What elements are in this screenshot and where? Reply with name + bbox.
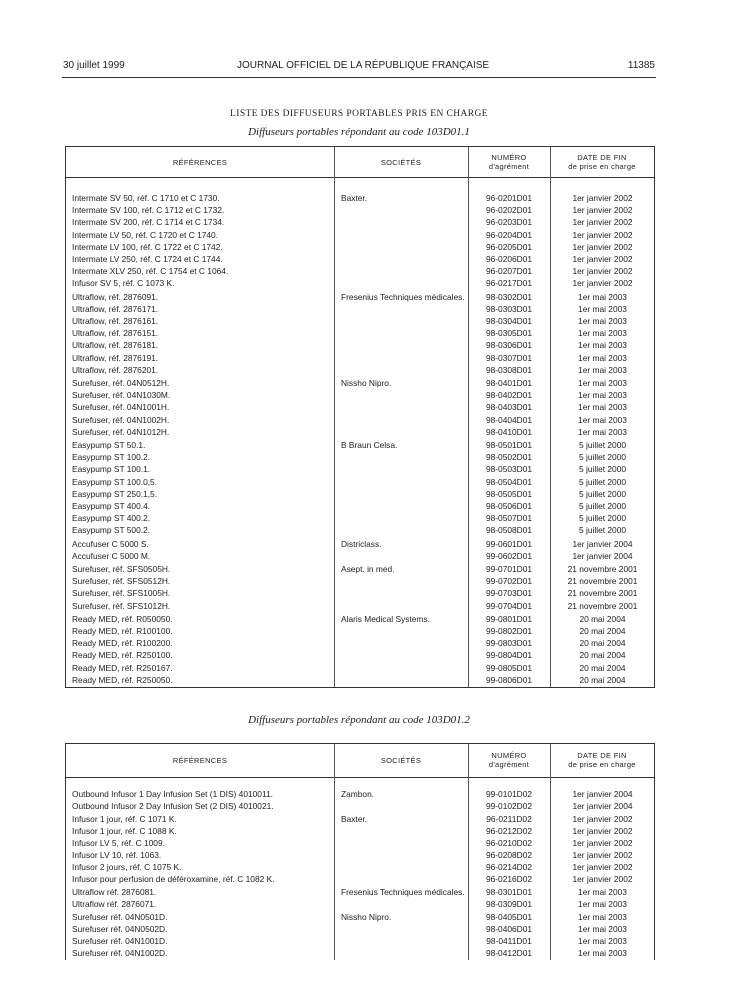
cell-reference: Ready MED, réf. R250050.: [72, 674, 173, 685]
cell-date: 1er mai 2003: [578, 887, 627, 897]
col-header-numero: [468, 153, 550, 171]
cell-date: 20 mai 2004: [579, 650, 626, 661]
cell-date: 1er mai 2003: [578, 948, 627, 958]
table-row: [66, 377, 654, 389]
cell-date: 1er mai 2003: [578, 924, 627, 934]
table-row: [66, 315, 654, 327]
cell-reference: Ultraflow, réf. 2876171.: [72, 303, 159, 314]
cell-reference: Surefuser, réf. 04N1001H.: [72, 402, 170, 413]
cell-numero: 99-0805D01: [485, 662, 533, 673]
cell-numero: 96-0212D02: [485, 826, 533, 836]
cell-date: 1er janvier 2004: [572, 789, 633, 799]
table-row: [66, 291, 654, 303]
col-header-numero: [468, 751, 550, 769]
column-divider: [334, 744, 335, 960]
cell-numero: 98-0403D01: [485, 402, 533, 413]
column-divider: [334, 147, 335, 687]
cell-reference: Infusor pour perfusion de déféroxamine, réf. C 1082 K.: [72, 874, 275, 884]
table-row: [66, 451, 654, 463]
cell-reference: Infusor LV 5, réf. C 1009.: [72, 838, 165, 848]
table-row: [66, 923, 654, 935]
cell-reference: Easypump ST 100.2.: [72, 452, 151, 463]
cell-numero: 99-0601D01: [485, 538, 533, 549]
table-row: [66, 352, 654, 364]
cell-date: 20 mai 2004: [579, 638, 626, 649]
table-row: [66, 364, 654, 376]
cell-numero: 96-0210D02: [485, 838, 533, 848]
cell-numero: 98-0410D01: [485, 426, 533, 437]
table-row: [66, 550, 654, 562]
cell-societe: Baxter.: [341, 814, 368, 824]
cell-date: 21 novembre 2001: [567, 564, 638, 574]
table-row: [66, 886, 654, 898]
cell-date: 20 mai 2004: [579, 674, 626, 685]
table-row: [66, 401, 654, 413]
table-row: [66, 538, 654, 550]
cell-date: 5 juillet 2000: [578, 476, 627, 487]
table-row: [66, 898, 654, 910]
cell-reference: Outbound Infusor 1 Day Infusion Set (1 DIS) 4010011.: [72, 789, 273, 799]
cell-date: 1er janvier 2002: [572, 278, 633, 289]
cell-numero: 99-0101D02: [485, 789, 533, 799]
cell-numero: 96-0214D02: [485, 862, 533, 872]
cell-reference: Infusor SV 5, réf. C 1073 K.: [72, 278, 175, 289]
cell-date: 1er janvier 2002: [572, 229, 633, 240]
col-header-date: [550, 153, 654, 171]
table-row: [66, 837, 654, 849]
cell-date: 1er mai 2003: [578, 936, 627, 946]
table-row: [66, 861, 654, 873]
table-1: [65, 146, 655, 688]
table-row: [66, 625, 654, 637]
cell-numero: 98-0507D01: [485, 513, 533, 524]
cell-numero: 98-0505D01: [485, 488, 533, 499]
cell-date: 1er janvier 2002: [572, 254, 633, 264]
col-header-societes: SOCIÉTÉS: [380, 158, 422, 167]
cell-societe: Zambon.: [341, 789, 375, 799]
cell-reference: Surefuser, réf. SFS0505H.: [72, 564, 171, 574]
cell-numero: 96-0206D01: [485, 254, 533, 264]
col-header-numero-line1: NUMÉRO: [491, 751, 527, 760]
col-header-numero-line2: d'agrément: [488, 162, 530, 171]
cell-reference: Intermate LV 50, réf. C 1720 et C 1740.: [72, 229, 219, 240]
cell-societe: Nissho Nipro.: [341, 378, 392, 388]
cell-reference: Surefuser, réf. 04N0512H.: [72, 378, 170, 388]
cell-numero: 98-0501D01: [485, 440, 533, 450]
cell-reference: Easypump ST 100.1.: [72, 464, 151, 475]
cell-numero: 98-0303D01: [485, 303, 533, 314]
cell-numero: 98-0405D01: [485, 912, 533, 922]
cell-reference: Easypump ST 250.1,5.: [72, 488, 158, 499]
cell-numero: 99-0702D01: [485, 576, 533, 587]
cell-reference: Easypump ST 100.0,5.: [72, 476, 158, 487]
cell-numero: 99-0602D01: [485, 550, 533, 561]
cell-numero: 98-0302D01: [485, 291, 533, 302]
table-row: [66, 216, 654, 228]
cell-reference: Ultraflow, réf. 2876181.: [72, 340, 159, 351]
cell-reference: Ultraflow, réf. 2876191.: [72, 352, 159, 363]
cell-societe: Districlass.: [341, 538, 382, 549]
cell-reference: Surefuser, réf. 04N1002H.: [72, 414, 170, 425]
cell-date: 21 novembre 2001: [567, 576, 638, 587]
cell-reference: Infusor LV 10, réf. 1063.: [72, 850, 162, 860]
cell-numero: 98-0411D01: [486, 936, 532, 946]
cell-reference: Surefuser, réf. 04N1030M.: [72, 390, 171, 401]
cell-reference: Ready MED, réf. R250167.: [72, 662, 173, 673]
cell-numero: 96-0207D01: [485, 266, 533, 277]
table-row: [66, 389, 654, 401]
table-row: [66, 600, 654, 612]
cell-reference: Easypump ST 400.4.: [72, 501, 151, 511]
cell-numero: 99-0806D01: [485, 674, 533, 685]
cell-date: 1er mai 2003: [578, 364, 627, 375]
table-row: [66, 339, 654, 351]
table-row: [66, 575, 654, 587]
cell-reference: Intermate LV 100, réf. C 1722 et C 1742.: [72, 241, 223, 252]
cell-date: 1er mai 2003: [578, 303, 627, 314]
table-row: [66, 649, 654, 661]
table-row: [66, 813, 654, 825]
cell-reference: Intermate LV 250, réf. C 1724 et C 1744.: [72, 254, 223, 264]
table-2-header: [66, 744, 654, 778]
table-row: [66, 613, 654, 625]
cell-numero: 99-0703D01: [485, 588, 533, 599]
cell-date: 5 juillet 2000: [578, 513, 627, 524]
table-row: [66, 463, 654, 475]
cell-numero: 96-0217D01: [485, 278, 533, 289]
cell-numero: 96-0211D02: [486, 814, 532, 824]
table-row: [66, 327, 654, 339]
table-row: [66, 204, 654, 216]
cell-numero: 99-0802D01: [485, 626, 533, 636]
cell-date: 5 juillet 2000: [578, 488, 627, 499]
cell-date: 21 novembre 2001: [567, 588, 638, 599]
table-row: [66, 426, 654, 438]
column-divider: [468, 147, 469, 687]
cell-numero: 98-0508D01: [485, 525, 533, 536]
cell-numero: 96-0208D02: [485, 850, 533, 860]
column-divider: [550, 147, 551, 687]
cell-reference: Outbound Infusor 2 Day Infusion Set (2 DIS) 4010021.: [72, 801, 274, 811]
cell-date: 1er janvier 2002: [572, 838, 633, 848]
table-row: [66, 476, 654, 488]
cell-date: 1er janvier 2002: [572, 850, 633, 860]
cell-societe: Fresenius Techniques médicales.: [341, 887, 465, 897]
table-row: [66, 303, 654, 315]
cell-reference: Infusor 1 jour, réf. C 1071 K.: [72, 814, 177, 824]
cell-numero: 98-0401D01: [485, 378, 533, 388]
cell-reference: Ultraflow, réf. 2876091.: [72, 291, 159, 302]
table-row: [66, 253, 654, 265]
table-row: [66, 192, 654, 204]
cell-numero: 98-0402D01: [485, 390, 533, 401]
table-row: [66, 229, 654, 241]
table-row: [66, 911, 654, 923]
cell-date: 1er janvier 2002: [572, 826, 633, 836]
table-row: [66, 265, 654, 277]
table-row: [66, 674, 654, 686]
cell-date: 1er mai 2003: [578, 316, 627, 326]
column-divider: [550, 744, 551, 960]
cell-date: 20 mai 2004: [579, 626, 626, 636]
cell-reference: Surefuser réf. 04N0501D.: [72, 912, 168, 922]
table-row: [66, 800, 654, 812]
cell-reference: Infusor 2 jours, réf. C 1075 K.: [72, 862, 182, 872]
cell-date: 5 juillet 2000: [578, 501, 627, 511]
cell-reference: Surefuser réf. 04N0502D.: [72, 924, 168, 934]
cell-numero: 96-0205D01: [485, 241, 533, 252]
cell-reference: Surefuser, réf. SFS1012H.: [72, 600, 171, 611]
column-divider: [468, 744, 469, 960]
table-row: [66, 662, 654, 674]
cell-numero: 96-0201D01: [485, 193, 533, 203]
cell-numero: 99-0801D01: [485, 613, 533, 624]
table-row: [66, 637, 654, 649]
cell-reference: Ultraflow, réf. 2876151.: [72, 328, 159, 339]
col-header-societes: SOCIÉTÉS: [380, 756, 422, 765]
cell-date: 1er janvier 2004: [572, 801, 633, 811]
table-row: [66, 241, 654, 253]
col-header-numero-line2: d'agrément: [488, 760, 530, 769]
cell-numero: 98-0309D01: [485, 899, 533, 909]
cell-reference: Accufuser C 5000 S.: [72, 538, 149, 549]
table-row: [66, 488, 654, 500]
cell-reference: Ready MED, réf. R100100.: [72, 626, 173, 636]
cell-reference: Ultraflow, réf. 2876161.: [72, 316, 159, 326]
cell-date: 1er mai 2003: [578, 390, 627, 401]
cell-date: 1er mai 2003: [578, 378, 627, 388]
cell-date: 1er janvier 2002: [572, 205, 633, 216]
table-1-subtitle: Diffuseurs portables répondant au code 103D01.1: [248, 126, 470, 138]
cell-date: 5 juillet 2000: [578, 464, 627, 475]
cell-numero: 98-0504D01: [485, 476, 533, 487]
cell-numero: 98-0305D01: [485, 328, 533, 339]
cell-date: 1er mai 2003: [578, 402, 627, 413]
cell-numero: 99-0804D01: [485, 650, 533, 661]
cell-date: 1er mai 2003: [578, 291, 627, 302]
cell-date: 1er janvier 2002: [572, 217, 633, 228]
header-rule: [62, 77, 656, 78]
cell-numero: 96-0202D01: [485, 205, 533, 216]
cell-societe: Fresenius Techniques médicales.: [341, 291, 465, 302]
cell-numero: 96-0216D02: [485, 874, 533, 884]
cell-numero: 98-0502D01: [485, 452, 533, 463]
col-header-references: RÉFÉRENCES: [172, 756, 228, 765]
cell-numero: 99-0803D01: [485, 638, 533, 649]
cell-reference: Infusor 1 jour, réf. C 1088 K.: [72, 826, 177, 836]
cell-reference: Ultraflow réf. 2876081.: [72, 887, 157, 897]
cell-numero: 96-0203D01: [485, 217, 533, 228]
cell-reference: Ready MED, réf. R050050.: [72, 613, 173, 624]
list-title: LISTE DES DIFFUSEURS PORTABLES PRIS EN CHARGE: [230, 109, 488, 119]
cell-reference: Ultraflow, réf. 2876201.: [72, 364, 159, 375]
cell-reference: Accufuser C 5000 M.: [72, 550, 151, 561]
cell-numero: 98-0308D01: [485, 364, 533, 375]
table-row: [66, 500, 654, 512]
cell-reference: Easypump ST 50.1.: [72, 440, 146, 450]
cell-reference: Intermate SV 200, réf. C 1714 et C 1734.: [72, 217, 225, 228]
table-row: [66, 935, 654, 947]
cell-numero: 98-0404D01: [485, 414, 533, 425]
cell-reference: Ready MED, réf. R250100.: [72, 650, 173, 661]
page-header: [63, 60, 655, 74]
cell-numero: 98-0412D01: [485, 948, 533, 958]
cell-date: 21 novembre 2001: [567, 600, 638, 611]
cell-reference: Ready MED, réf. R100200.: [72, 638, 173, 649]
cell-date: 5 juillet 2000: [578, 440, 627, 450]
cell-reference: Surefuser, réf. SFS0512H.: [72, 576, 171, 587]
cell-reference: Ultraflow réf. 2876071.: [72, 899, 157, 909]
cell-reference: Surefuser réf. 04N1002D.: [72, 948, 168, 958]
cell-date: 1er janvier 2002: [572, 862, 633, 872]
table-row: [66, 587, 654, 599]
table-row: [66, 873, 654, 885]
cell-date: 1er janvier 2002: [572, 241, 633, 252]
table-row: [66, 788, 654, 800]
cell-numero: 98-0301D01: [485, 887, 533, 897]
cell-date: 1er janvier 2002: [572, 266, 633, 277]
cell-date: 1er janvier 2004: [572, 550, 633, 561]
cell-date: 1er mai 2003: [578, 912, 627, 922]
cell-societe: Asept. in med.: [341, 564, 395, 574]
table-row: [66, 947, 654, 959]
table-row: [66, 414, 654, 426]
cell-reference: Surefuser, réf. 04N1012H.: [72, 426, 170, 437]
table-row: [66, 512, 654, 524]
cell-date: 1er janvier 2004: [572, 538, 633, 549]
cell-reference: Easypump ST 500.2.: [72, 525, 151, 536]
header-page-number: 11385: [627, 60, 655, 71]
cell-date: 5 juillet 2000: [578, 525, 627, 536]
col-header-numero-line1: NUMÉRO: [491, 153, 527, 162]
cell-date: 1er mai 2003: [578, 352, 627, 363]
col-header-date-line2: de prise en charge: [568, 162, 636, 171]
cell-numero: 96-0204D01: [485, 229, 533, 240]
cell-date: 1er mai 2003: [578, 414, 627, 425]
table-row: [66, 439, 654, 451]
col-header-references: RÉFÉRENCES: [172, 158, 228, 167]
cell-societe: Nissho Nipro.: [341, 912, 392, 922]
cell-societe: Alaris Medical Systems.: [341, 613, 430, 624]
table-row: [66, 563, 654, 575]
cell-date: 1er mai 2003: [578, 899, 627, 909]
cell-societe: B Braun Celsa.: [341, 440, 398, 450]
table-2-body: [66, 778, 654, 960]
cell-numero: 98-0503D01: [485, 464, 533, 475]
cell-numero: 99-0102D02: [485, 801, 533, 811]
cell-reference: Intermate SV 50, réf. C 1710 et C 1730.: [72, 193, 220, 203]
cell-reference: Surefuser réf. 04N1001D.: [72, 936, 168, 946]
header-journal-title: JOURNAL OFFICIEL DE LA RÉPUBLIQUE FRANÇAISE: [237, 60, 490, 71]
cell-reference: Intermate SV 100, réf. C 1712 et C 1732.: [72, 205, 225, 216]
cell-numero: 99-0701D01: [485, 564, 533, 574]
table-row: [66, 825, 654, 837]
cell-date: 20 mai 2004: [579, 662, 626, 673]
col-header-date-line1: DATE DE FIN: [577, 153, 627, 162]
table-row: [66, 277, 654, 289]
table-row: [66, 849, 654, 861]
cell-numero: 98-0406D01: [485, 924, 533, 934]
cell-numero: 98-0306D01: [485, 340, 533, 351]
cell-reference: Easypump ST 400.2.: [72, 513, 151, 524]
cell-date: 1er janvier 2002: [572, 874, 633, 884]
table-2: [65, 743, 655, 960]
table-1-header: [66, 147, 654, 178]
cell-numero: 98-0304D01: [485, 316, 533, 326]
cell-numero: 99-0704D01: [485, 600, 533, 611]
cell-numero: 98-0307D01: [485, 352, 533, 363]
col-header-date: [550, 751, 654, 769]
table-1-body: [66, 178, 654, 687]
col-header-date-line1: DATE DE FIN: [577, 751, 627, 760]
cell-date: 1er mai 2003: [578, 328, 627, 339]
table-row: [66, 524, 654, 536]
cell-date: 1er janvier 2002: [572, 193, 633, 203]
cell-date: 1er janvier 2002: [572, 814, 633, 824]
cell-reference: Intermate XLV 250, réf. C 1754 et C 1064.: [72, 266, 229, 277]
cell-reference: Surefuser, réf. SFS1005H.: [72, 588, 171, 599]
cell-numero: 98-0506D01: [485, 501, 533, 511]
cell-date: 5 juillet 2000: [578, 452, 627, 463]
cell-date: 20 mai 2004: [579, 613, 626, 624]
cell-societe: Baxter.: [341, 193, 368, 203]
col-header-date-line2: de prise en charge: [568, 760, 636, 769]
cell-date: 1er mai 2003: [578, 426, 627, 437]
header-date: 30 juillet 1999: [63, 60, 125, 71]
cell-date: 1er mai 2003: [578, 340, 627, 351]
table-2-subtitle: Diffuseurs portables répondant au code 103D01.2: [248, 714, 470, 726]
